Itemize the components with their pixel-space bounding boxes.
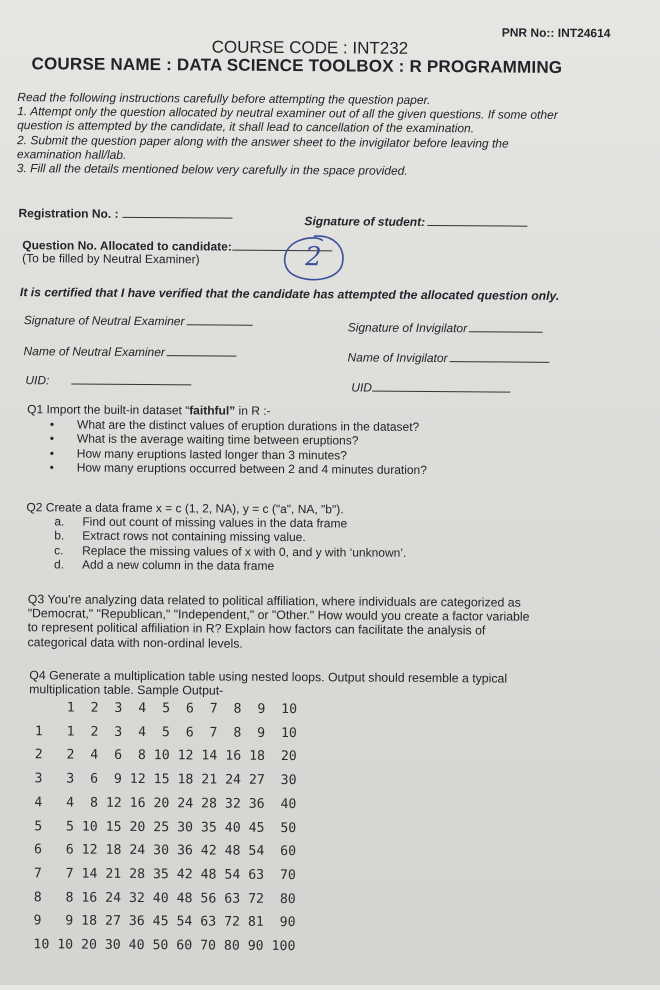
invigilator-name-blank[interactable]	[450, 360, 550, 363]
examiner-name-label: Name of Neutral Examiner	[23, 344, 165, 360]
instruction-line: question is attempted by the candidate, it shall lead to cancellation of the examination.	[17, 118, 475, 136]
q2-item-label: c.	[54, 543, 64, 558]
question-2-title: Q2 Create a data frame x = c (1, 2, NA), y = c ("a", NA, "b").	[26, 500, 344, 517]
q3-line: "Democrat," "Republican," "Independent," or "Other." How would you create a factor variable	[27, 606, 530, 624]
examiner-signature-blank[interactable]	[186, 323, 252, 325]
table-row: 5 5 10 15 20 25 30 35 40 45 50	[34, 818, 297, 836]
q3-line: to represent political affiliation in R? Explain how factors can facilitate the analysis of	[27, 620, 486, 638]
q2-item-text: Find out count of missing values in the data frame	[82, 514, 348, 531]
q2-item	[26, 557, 406, 574]
q2-item-text: Add a new column in the data frame	[82, 557, 275, 573]
uid-right-field	[351, 378, 510, 397]
bullet-icon: •	[49, 431, 55, 446]
uid-left-blank[interactable]	[71, 383, 191, 386]
q1-bullet	[27, 460, 427, 477]
q2-item-label: b.	[54, 528, 65, 543]
allocated-number: 2	[305, 242, 322, 273]
table-header-row: 1 2 3 4 5 6 7 8 9 10	[35, 700, 298, 718]
q2-item-label: d.	[54, 557, 65, 572]
q1-bullet-text: How many eruptions lasted longer than 3 minutes?	[76, 446, 348, 463]
q3-line: categorical data with non-ordinal levels.	[27, 634, 243, 651]
handwritten-allocation	[274, 228, 354, 289]
q1-bullet-text: How many eruptions occurred between 2 and 4 minutes duration?	[76, 460, 427, 477]
question-allocated-label: Question No. Allocated to candidate:	[22, 238, 232, 254]
invigilator-signature-field	[348, 318, 544, 337]
question-2	[26, 500, 407, 574]
table-row: 6 6 12 18 24 30 36 42 48 54 60	[34, 842, 297, 860]
course-code: COURSE CODE : INT232	[211, 37, 409, 58]
invigilator-signature-label: Signature of Invigilator	[347, 320, 468, 336]
table-row: 4 4 8 12 16 20 24 28 32 36 40	[34, 795, 297, 812]
examiner-name-field	[23, 342, 237, 361]
table-row: 2 2 4 6 8 10 12 14 16 18 20	[34, 747, 297, 765]
uid-left-field	[25, 371, 191, 390]
q1-title-suffix: in R :-	[235, 403, 271, 418]
question-4	[29, 668, 507, 700]
q2-item-text: Extract rows not containing missing value.	[82, 528, 306, 545]
q2-item-text: Replace the missing values of x with 0, and y with ‘unknown’.	[82, 543, 407, 560]
pnr-number: PNR No:: INT24614	[501, 25, 611, 41]
q3-line: Q3 You're analyzing data related to political affiliation, where individuals are categorized as	[27, 592, 521, 610]
instruction-line: 3. Fill all the details mentioned below very carefully in the space provided.	[16, 161, 408, 178]
table-row: 3 3 6 9 12 15 18 21 24 27 30	[34, 771, 297, 789]
bullet-icon: •	[49, 417, 55, 432]
table-row: 7 7 14 21 28 35 42 48 54 63 70	[33, 866, 296, 884]
table-row: 8 8 16 24 32 40 48 56 63 72 80	[33, 889, 296, 907]
invigilator-signature-blank[interactable]	[469, 330, 543, 333]
q4-line: multiplication table. Sample Output-	[29, 682, 224, 698]
uid-right-label: UID	[351, 380, 373, 395]
q4-line: Q4 Generate a multiplication table using nested loops. Output should resemble a typical	[29, 668, 508, 686]
q1-bullet-text: What are the distinct values of eruption durations in the dataset?	[76, 417, 420, 435]
bullet-icon: •	[49, 460, 54, 475]
student-signature-blank[interactable]	[427, 224, 527, 227]
student-signature-label: Signature of student:	[304, 214, 426, 229]
instruction-line: examination hall/lab.	[16, 146, 127, 162]
q1-title-text: Q1 Import the built-in dataset “	[27, 402, 190, 418]
examiner-name-blank[interactable]	[167, 354, 237, 356]
certification-statement: It is certified that I have verified that the candidate has attempted the allocated question only.	[19, 285, 560, 303]
question-1	[27, 402, 428, 477]
table-row: 10 10 20 30 40 50 60 70 80 90 100	[33, 937, 296, 955]
course-name: COURSE NAME : DATA SCIENCE TOOLBOX : R PROGRAMMING	[31, 54, 563, 77]
examiner-signature-label: Signature of Neutral Examiner	[23, 313, 185, 329]
invigilator-name-label: Name of Invigilator	[347, 350, 448, 366]
instruction-line: 2. Submit the question paper along with the answer sheet to the invigilator before leaving the	[16, 132, 509, 151]
q2-item-label: a.	[54, 514, 65, 529]
q1-bullet-text: What is the average waiting time between eruptions?	[76, 431, 359, 448]
q1-dataset-name: faithful”	[189, 403, 236, 418]
invigilator-name-field	[347, 348, 549, 367]
bullet-icon: •	[49, 445, 54, 460]
uid-right-blank[interactable]	[372, 390, 510, 393]
table-row: 1 1 2 3 4 5 6 7 8 9 10	[34, 723, 297, 741]
examiner-signature-field	[24, 311, 253, 331]
uid-left-label: UID:	[25, 373, 50, 388]
multiplication-table	[33, 696, 297, 959]
table-row: 9 9 18 27 36 45 54 63 72 81 90	[33, 913, 296, 931]
question-3	[27, 592, 529, 652]
instruction-line: Read the following instructions carefully before attempting the question paper.	[17, 90, 431, 108]
filled-by-note: (To be filled by Neutral Examiner)	[22, 251, 200, 267]
registration-label: Registration No. :	[18, 206, 119, 221]
registration-field	[18, 204, 232, 223]
instruction-line: 1. Attempt only the question allocated by neutral examiner out of all the given questions. If some other	[17, 104, 558, 123]
instructions	[17, 90, 558, 179]
registration-blank[interactable]	[122, 216, 232, 219]
question-1-title	[27, 402, 427, 419]
